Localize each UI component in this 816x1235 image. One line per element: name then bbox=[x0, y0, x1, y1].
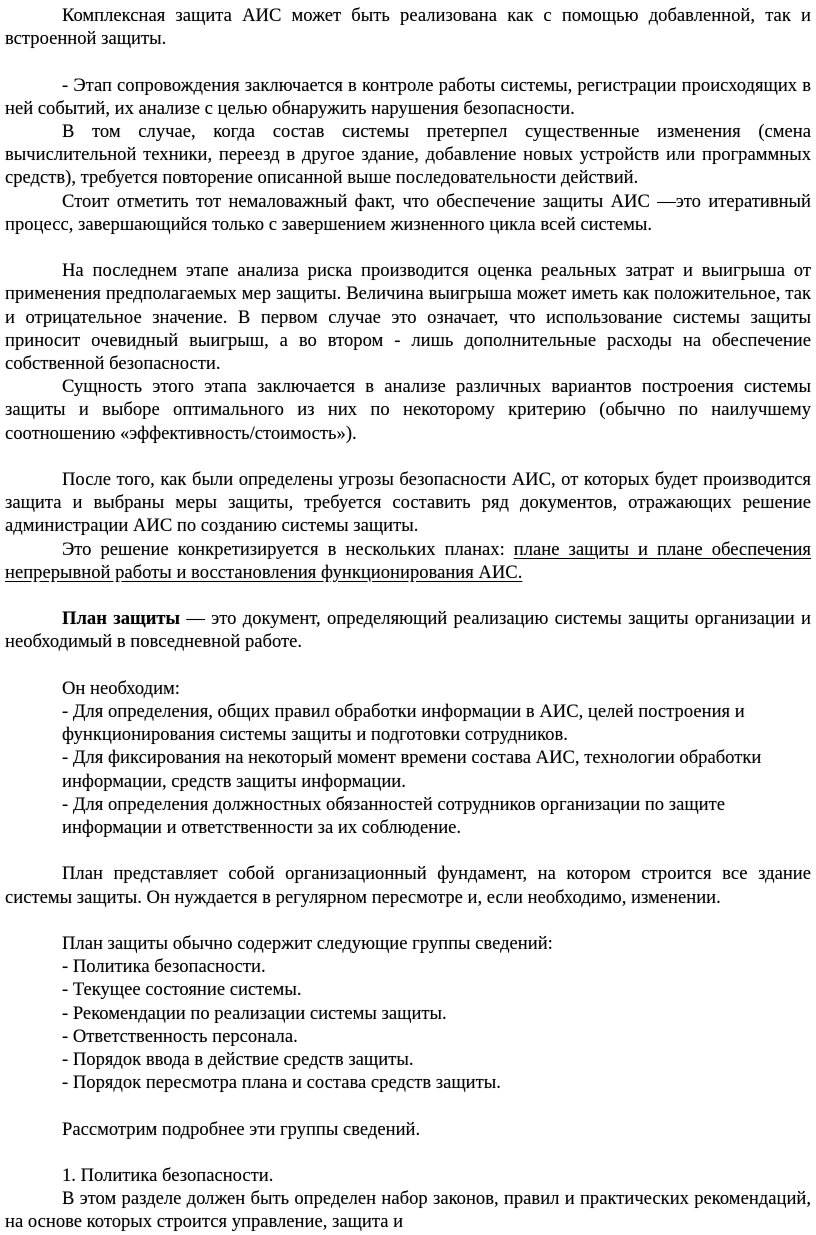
paragraph-iterative-process: Стоит отметить тот немаловажный факт, что обеспечение защиты АИС —это итеративный процесс, завершающийся только с завершением жизненного цикла всей системы. bbox=[5, 190, 811, 235]
paragraph-stage-essence: Сущность этого этапа заключается в анализе различных вариантов построения системы защиты и выборе оптимального из них по некоторому критерию (обычно по наилучшему соотношению «эффективность/стоимость»). bbox=[5, 376, 811, 444]
needed-title: Он необходим: bbox=[62, 677, 180, 699]
document-page bbox=[5, 4, 811, 1234]
spacer bbox=[5, 236, 811, 259]
paragraph-security-policy: В этом разделе должен быть определен набор законов, правил и практических рекомендаций, на основе которых строится управление, защита и bbox=[5, 1188, 811, 1233]
paragraph-threats-defined: После того, как были определены угрозы безопасности АИС, от которых будет производится защита и выбраны меры защиты, требуется составить ряд документов, отражающих решение администрации АИС по созданию системы защиты. bbox=[5, 469, 811, 537]
spacer bbox=[5, 909, 811, 932]
paragraph-maintenance-stage: - Этап сопровождения заключается в контроле работы системы, регистрации происходящих в ней событий, их анализе с целью обнаружить нарушения безопасности. bbox=[5, 74, 811, 119]
groups-list bbox=[5, 932, 762, 1094]
list-item: - Текущее состояние системы. bbox=[62, 979, 302, 1001]
spacer bbox=[5, 839, 811, 862]
paragraph-complex-protection: Комплексная защита АИС может быть реализована как с помощью добавленной, так и встроенной защиты. bbox=[5, 5, 811, 50]
list-item: - Рекомендации по реализации системы защиты. bbox=[62, 1002, 447, 1024]
spacer bbox=[5, 50, 811, 73]
spacer bbox=[5, 1141, 811, 1164]
list-item: - Политика безопасности. bbox=[62, 956, 266, 978]
needed-list bbox=[5, 677, 762, 839]
spacer bbox=[5, 654, 811, 677]
protection-plan-term: План защиты bbox=[62, 608, 181, 630]
plans-underlined: плане защиты и плане обеспечения непрерывной работы и восстановления функционирования АИС. bbox=[5, 538, 811, 583]
list-item: - Порядок ввода в действие средств защиты. bbox=[62, 1049, 414, 1071]
paragraph-plans bbox=[5, 538, 811, 584]
spacer bbox=[5, 584, 811, 607]
paragraph-protection-plan bbox=[5, 607, 811, 653]
list-item: - Ответственность персонала. bbox=[62, 1025, 298, 1047]
list-item: - Порядок пересмотра плана и состава средств защиты. bbox=[62, 1072, 501, 1094]
list-item: - Для фиксирования на некоторый момент времени состава АИС, технологии обработки информации, средств защиты информации. bbox=[62, 747, 762, 792]
section-title-security-policy: 1. Политика безопасности. bbox=[62, 1165, 274, 1187]
paragraph-system-changes: В том случае, когда состав системы претерпел существенные изменения (смена вычислительной техники, переезд в другое здание, добавление новых устройств или программных средств), требуется повторение описанной выше последовательности действий. bbox=[5, 121, 811, 189]
paragraph-risk-analysis: На последнем этапе анализа риска производится оценка реальных затрат и выигрыша от применения предполагаемых мер защиты. Величина выигрыша может иметь как положительное, так и отрицательное значение. В первом случае это означает, что использование системы защиты приносит очевидный выигрыш, а во втором - лишь дополнительные расходы на обеспечение собственной безопасности. bbox=[5, 260, 811, 375]
spacer bbox=[5, 445, 811, 468]
list-item: - Для определения должностных обязанностей сотрудников организации по защите информации и ответственности за их соблюдение. bbox=[62, 793, 725, 839]
protection-plan-definition: — это документ, определяющий реализацию системы защиты организации и необходимый в повседневной работе. bbox=[5, 608, 811, 653]
plans-intro: Это решение конкретизируется в нескольких планах: bbox=[62, 538, 514, 560]
paragraph-plan-foundation: План представляет собой организационный фундамент, на котором строится все здание системы защиты. Он нуждается в регулярном пересмотре и, если необходимо, изменении. bbox=[5, 863, 811, 908]
paragraph-consider-groups: Рассмотрим подробнее эти группы сведений. bbox=[62, 1118, 421, 1140]
list-item: - Для определения, общих правил обработки информации в АИС, целей построения и функционирования системы защиты и подготовки сотрудников. bbox=[62, 701, 745, 746]
groups-title: План защиты обычно содержит следующие группы сведений: bbox=[62, 933, 553, 955]
spacer bbox=[5, 1094, 811, 1117]
